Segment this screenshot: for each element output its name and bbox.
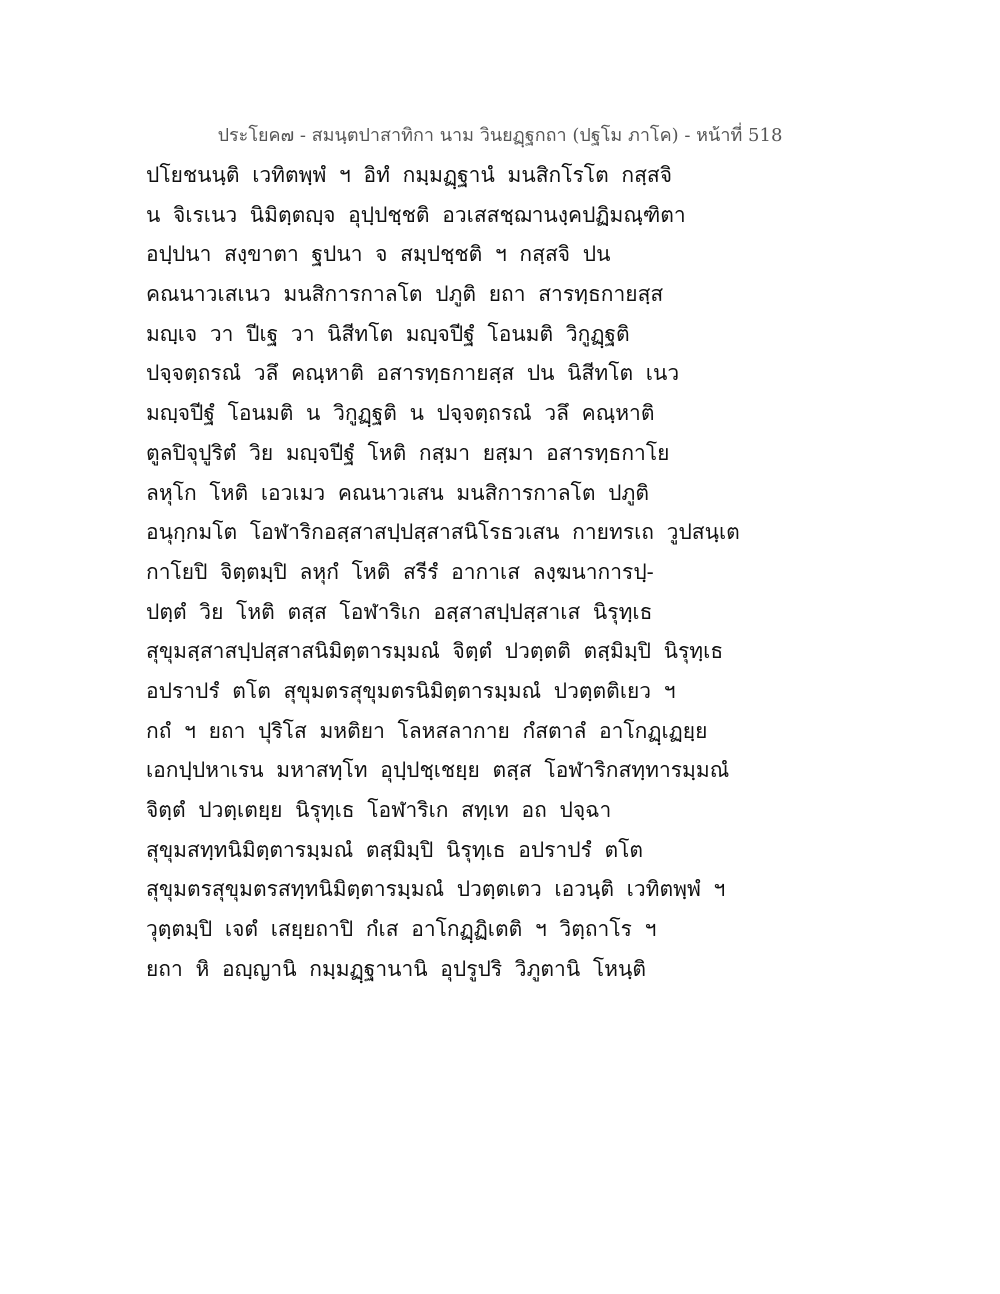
- text-line: มญฺจปีฐํ โอนมติ น วิกูฏฺฐติ น ปจฺจตฺถรณํ วลึ คณฺหาติ: [146, 401, 655, 426]
- text-line: วุตฺตมฺปิ เจตํ เสยฺยถาปิ กํเส อาโกฏฺฏิเตติ ฯ วิตฺถาโร ฯ: [146, 917, 657, 942]
- text-line: ยถา หิ อญฺญานิ กมฺมฏฺฐานานิ อุปรูปริ วิภูตานิ โหนฺติ: [146, 956, 646, 981]
- text-line: คณนาวเสเนว มนสิการกาลโต ปภูติ ยถา สารทฺธกายสฺส: [146, 282, 664, 307]
- text-line: กถํ ฯ ยถา ปุริโส มหติยา โลหสลากาย กํสตาลํ อาโกฏฺเฏยฺย: [146, 718, 708, 743]
- page-header: ประโยค๗ - สมนฺตปาสาทิกา นาม วินยฏฺฐกถา (ปฐโม ภาโค) - หน้าที่ 518: [217, 125, 783, 146]
- body-text: [146, 156, 866, 989]
- text-line: อปราปรํ ตโต สุขุมตรสุขุมตรนิมิตฺตารมฺมณํ ปวตฺตติเยว ฯ: [146, 678, 676, 703]
- text-line: สุขุมสฺสาสปฺปสฺสาสนิมิตฺตารมฺมณํ จิตฺตํ ปวตฺตติ ตสฺมิมฺปิ นิรุทฺเธ: [146, 639, 724, 664]
- text-line: อนุกฺกมโต โอฬาริกอสฺสาสปฺปสฺสาสนิโรธวเสน กายทรเถ วูปสนฺเต: [146, 520, 740, 545]
- text-line: จิตฺตํ ปวตฺเตยฺย นิรุทฺเธ โอฬาริเก สทฺเท อถ ปจฺฉา: [146, 798, 612, 822]
- text-line: มญฺเจ วา ปีเฐ วา นิสีทโต มญฺจปีฐํ โอนมติ วิกูฏฺฐติ: [146, 321, 630, 346]
- text-line: ลหุโก โหติ เอวเมว คณนาวเสน มนสิการกาลโต ปภูติ: [146, 480, 649, 505]
- text-line: เอกปฺปหาเรน มหาสทฺโท อุปฺปชฺเชยฺย ตสฺส โอฬาริกสทฺทารมฺมณํ: [146, 758, 730, 783]
- text-line: ปตฺตํ วิย โหติ ตสฺส โอฬาริเก อสฺสาสปฺปสฺสาเส นิรุทฺเธ: [146, 599, 653, 624]
- text-line: ตูลปิจุปูริตํ วิย มญฺจปีฐํ โหติ กสฺมา ยสฺมา อสารทฺธกาโย: [146, 440, 670, 465]
- text-line: กาโยปิ จิตฺตมฺปิ ลหุกํ โหติ สรีรํ อากาเส ลงฺฆนาการปฺ-: [146, 559, 654, 584]
- text-line: อปฺปนา สงฺขาตา ฐปนา จ สมฺปชฺชติ ฯ กสฺสจิ ปน: [146, 242, 611, 267]
- text-line: ปโยชนนฺติ เวทิตพฺพํ ฯ อิทํ กมฺมฏฺฐานํ มนสิกโรโต กสฺสจิ: [146, 163, 673, 187]
- text-line: น จิเรเนว นิมิตฺตญฺจ อุปฺปชฺชติ อวเสสชฺฌานงฺคปฏิมณฺฑิตา: [146, 202, 686, 227]
- text-line: สุขุมสทฺทนิมิตฺตารมฺมณํ ตสฺมิมฺปิ นิรุทฺเธ อปราปรํ ตโต: [146, 837, 644, 862]
- text-line: ปจฺจตฺถรณํ วลึ คณฺหาติ อสารทฺธกายสฺส ปน นิสีทโต เนว: [146, 361, 680, 386]
- text-line: สุขุมตรสุขุมตรสทฺทนิมิตฺตารมฺมณํ ปวตฺตเตว เอวนฺติ เวทิตพฺพํ ฯ: [146, 877, 726, 902]
